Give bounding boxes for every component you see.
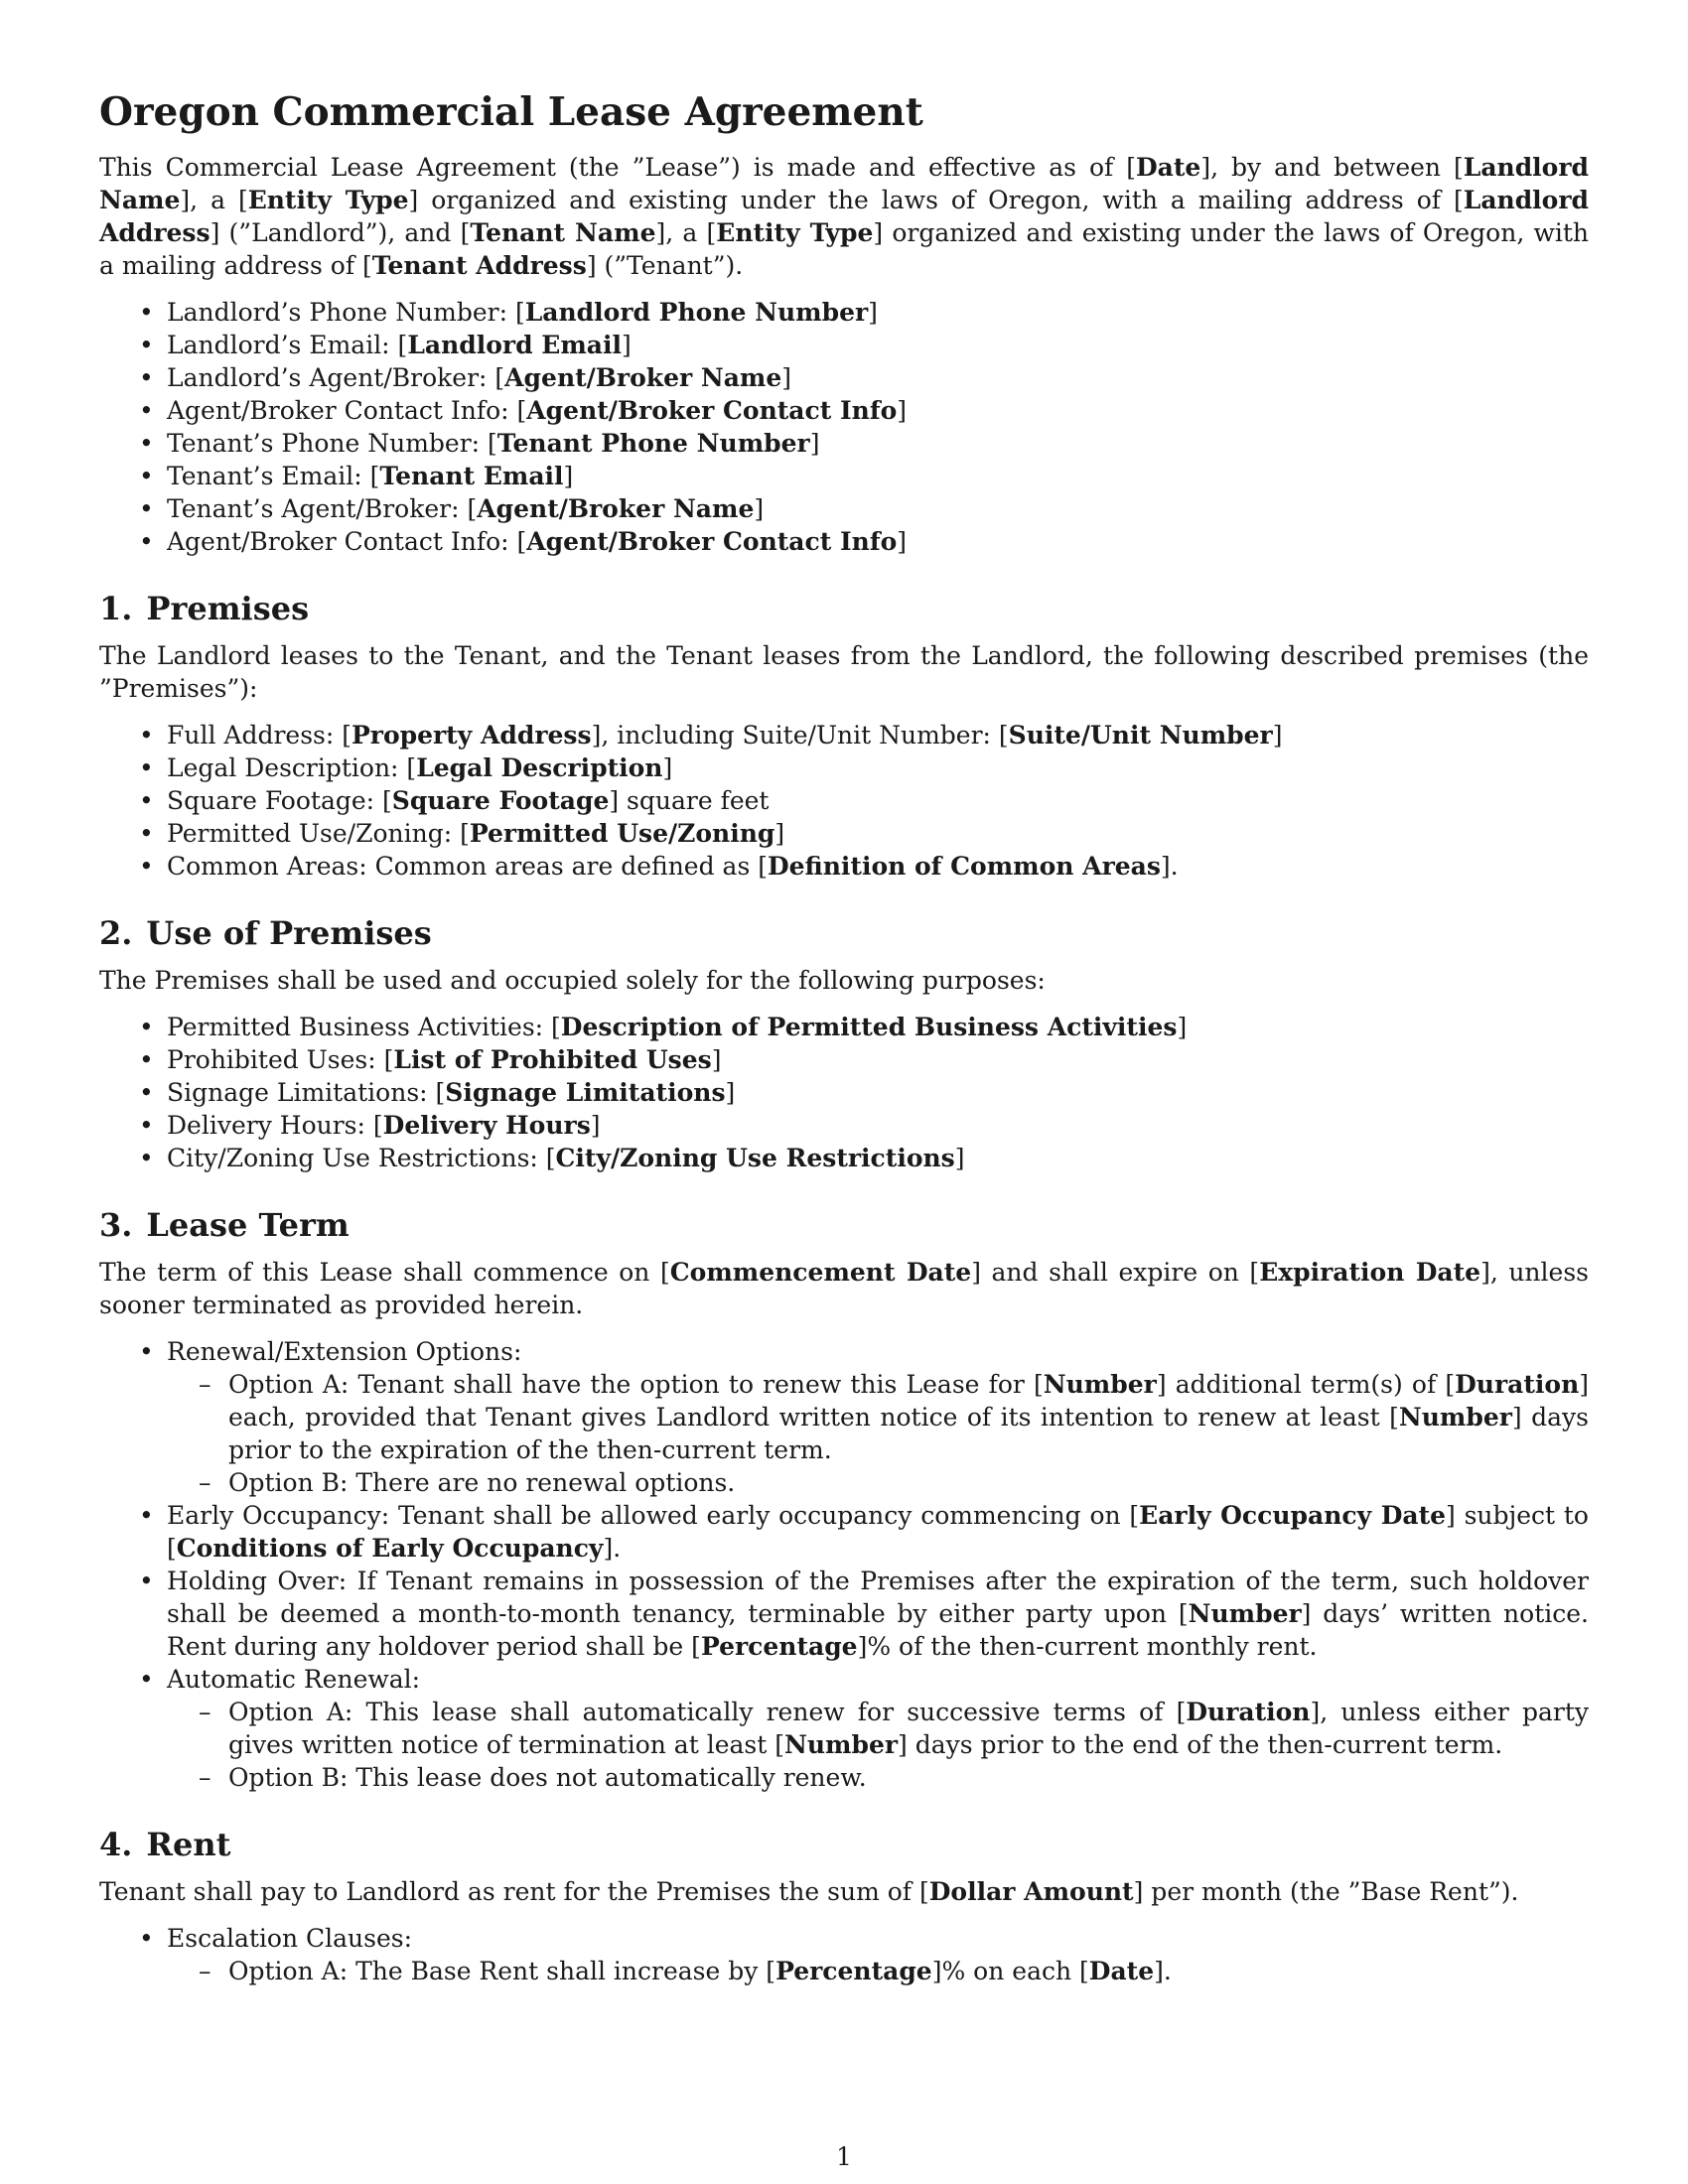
- list-item: • Automatic Renewal: – Option A: This lease shall automatically renew for successive terms of [Duration], unless either party gives written notice of termination at least [Number] days prior to the end of the then-current term. – Option B: This lease does not automatically renew.: [167, 1663, 1589, 1794]
- list-item: • Agent/Broker Contact Info: [Agent/Broker Contact Info]: [167, 394, 1589, 427]
- rent-paragraph: Tenant shall pay to Landlord as rent for the Premises the sum of [Dollar Amount] per month (the ”Base Rent”).: [99, 1877, 1519, 1906]
- list-item: – Option A: This lease shall automatically renew for successive terms of [Duration], unless either party gives written notice of termination at least [Number] days prior to the end of the then-current term.: [228, 1696, 1589, 1761]
- escalation-options: [167, 1955, 1589, 1987]
- use-intro: The Premises shall be used and occupied solely for the following purposes:: [99, 966, 1046, 995]
- list-item: • Delivery Hours: [Delivery Hours]: [167, 1109, 1589, 1142]
- section-heading-rent: 4. Rent: [99, 1826, 231, 1863]
- list-item: • Escalation Clauses: – Option A: The Base Rent shall increase by [Percentage]% on each [Date].: [167, 1922, 1589, 1987]
- list-item: • City/Zoning Use Restrictions: [City/Zoning Use Restrictions]: [167, 1142, 1589, 1174]
- list-item: • Landlord’s Email: [Landlord Email]: [167, 329, 1589, 361]
- list-item: • Agent/Broker Contact Info: [Agent/Broker Contact Info]: [167, 525, 1589, 558]
- intro-paragraph: This Commercial Lease Agreement (the ”Lease”) is made and effective as of [Date], by and between [Landlord Name], a [Entity Type] organized and existing under the laws of Oregon, with a mailing address of [Landlord Address] (”Landlord”), and [Tenant Name], a [Entity Type] organized and existing under the laws of Oregon, with a mailing address of [Tenant Address] (”Tenant”).: [99, 153, 1590, 280]
- list-item: – Option A: The Base Rent shall increase by [Percentage]% on each [Date].: [228, 1955, 1589, 1987]
- use-list: [99, 1011, 1589, 1174]
- list-item: • Holding Over: If Tenant remains in possession of the Premises after the expiration of the term, such holdover shall be deemed a month-to-month tenancy, terminable by either party upon [Number] days’ written notice. Rent during any holdover period shall be [Percentage]% of the then-current monthly rent.: [167, 1565, 1589, 1663]
- list-item: – Option B: This lease does not automatically renew.: [228, 1761, 1589, 1794]
- list-item: • Full Address: [Property Address], including Suite/Unit Number: [Suite/Unit Number]: [167, 719, 1589, 751]
- list-item: • Permitted Use/Zoning: [Permitted Use/Zoning]: [167, 817, 1589, 850]
- document-title: Oregon Commercial Lease Agreement: [99, 89, 923, 135]
- list-item: • Early Occupancy: Tenant shall be allowed early occupancy commencing on [Early Occupancy Date] subject to [Conditions of Early Occupancy].: [167, 1499, 1589, 1565]
- section-heading-lease-term: 3. Lease Term: [99, 1206, 350, 1244]
- list-item: • Prohibited Uses: [List of Prohibited Uses]: [167, 1043, 1589, 1076]
- lease-term-list: [99, 1335, 1589, 1794]
- list-item: • Landlord’s Phone Number: [Landlord Phone Number]: [167, 296, 1589, 329]
- list-item: – Option A: Tenant shall have the option to renew this Lease for [Number] additional term(s) of [Duration] each, provided that Tenant gives Landlord written notice of its intention to renew at least [Number] days prior to the expiration of the then-current term.: [228, 1368, 1589, 1466]
- premises-intro: The Landlord leases to the Tenant, and the Tenant leases from the Landlord, the following described premises (the ”Premises”):: [99, 641, 1589, 703]
- list-item: • Signage Limitations: [Signage Limitations]: [167, 1076, 1589, 1109]
- list-item: • Tenant’s Phone Number: [Tenant Phone Number]: [167, 427, 1589, 460]
- list-item: • Tenant’s Email: [Tenant Email]: [167, 460, 1589, 492]
- list-item: • Common Areas: Common areas are defined as [Definition of Common Areas].: [167, 850, 1589, 883]
- list-item: • Legal Description: [Legal Description]: [167, 751, 1589, 784]
- section-heading-use-of-premises: 2. Use of Premises: [99, 914, 432, 952]
- contact-list: [99, 296, 1589, 558]
- automatic-renewal-options: [167, 1696, 1589, 1794]
- list-item: • Permitted Business Activities: [Description of Permitted Business Activities]: [167, 1011, 1589, 1043]
- list-item: • Landlord’s Agent/Broker: [Agent/Broker Name]: [167, 361, 1589, 394]
- renewal-options: [167, 1368, 1589, 1499]
- list-item: • Square Footage: [Square Footage] square feet: [167, 784, 1589, 817]
- document-page: [99, 87, 1589, 1987]
- page-number: 1: [836, 2142, 852, 2171]
- lease-term-paragraph: The term of this Lease shall commence on [Commencement Date] and shall expire on [Expiration Date], unless sooner terminated as provided herein.: [99, 1258, 1589, 1319]
- section-heading-premises: 1. Premises: [99, 590, 310, 627]
- premises-list: [99, 719, 1589, 883]
- list-item: • Tenant’s Agent/Broker: [Agent/Broker Name]: [167, 492, 1589, 525]
- list-item: • Renewal/Extension Options: – Option A: Tenant shall have the option to renew this Lease for [Number] additional term(s) of [Duration] each, provided that Tenant gives Landlord written notice of its intention to renew at least [Number] days prior to the expiration of the then-current term. – Option B: There are no renewal options.: [167, 1335, 1589, 1499]
- rent-list: [99, 1922, 1589, 1987]
- list-item: – Option B: There are no renewal options.: [228, 1466, 1589, 1499]
